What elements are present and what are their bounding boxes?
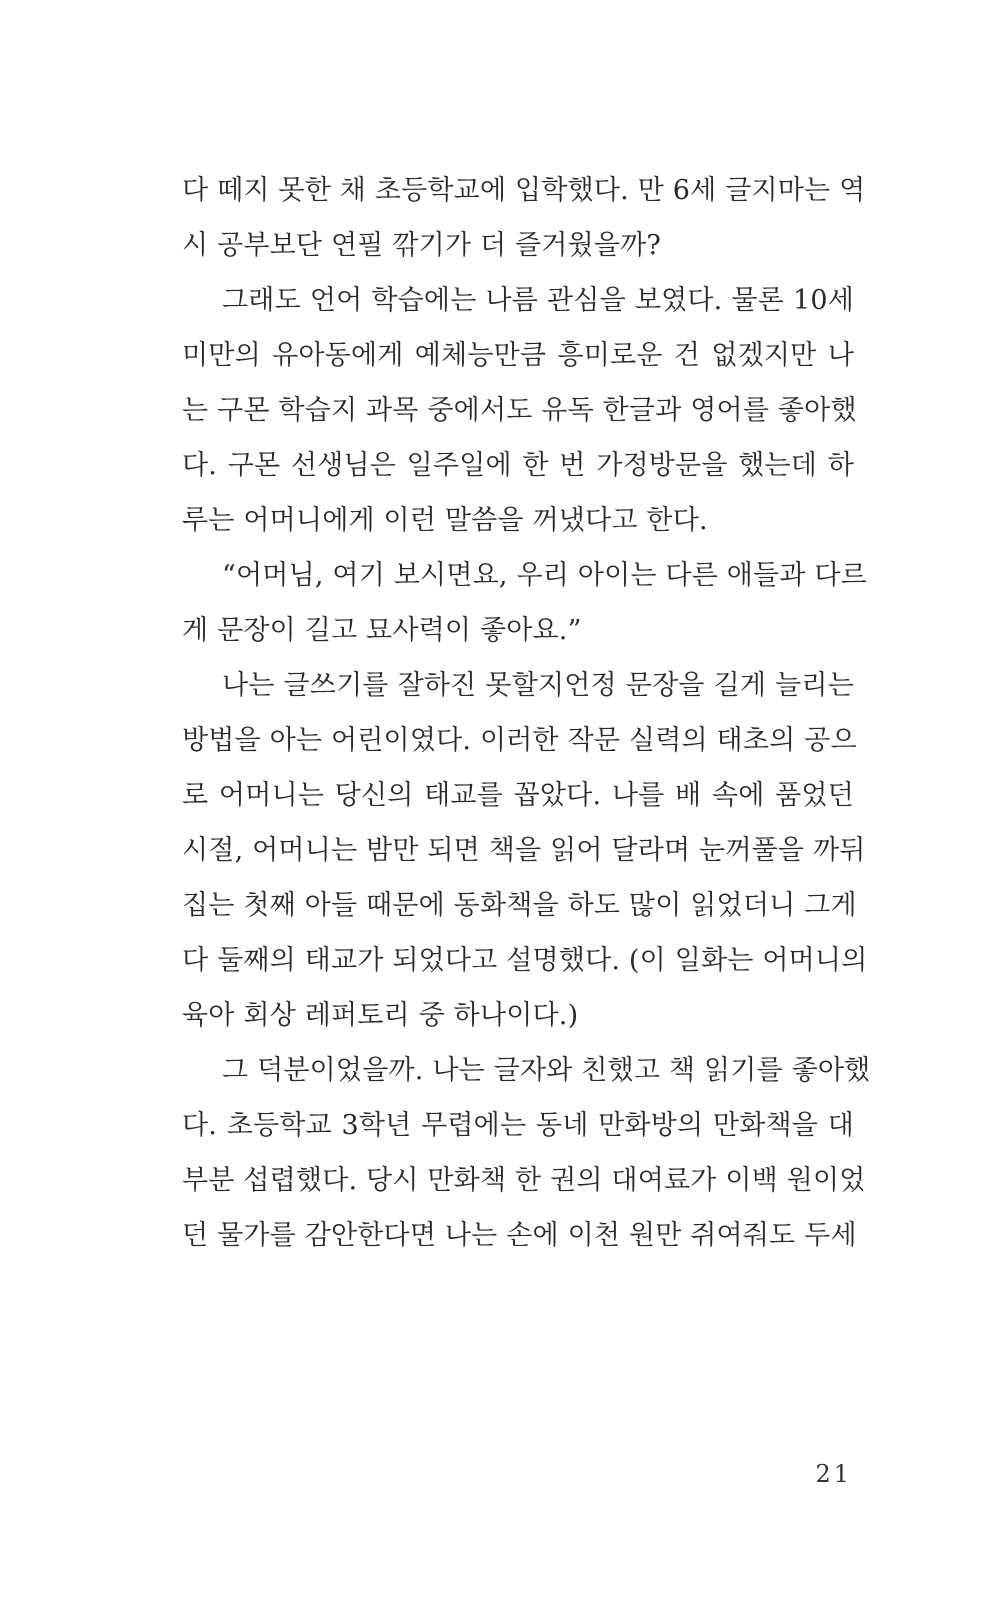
page-number: 21 bbox=[815, 1460, 852, 1488]
text-line: 집는 첫째 아들 때문에 동화책을 하도 많이 읽었더니 그게 bbox=[182, 890, 857, 921]
text-line: 시절, 어머니는 밤만 되면 책을 읽어 달라며 눈꺼풀을 까뒤 bbox=[182, 835, 866, 866]
text-line: 는 구몬 학습지 과목 중에서도 유독 한글과 영어를 좋아했 bbox=[182, 395, 857, 426]
text-line: 나는 글쓰기를 잘하진 못할지언정 문장을 길게 늘리는 bbox=[222, 670, 854, 701]
text-line: 그래도 언어 학습에는 나름 관심을 보였다. 물론 10세 bbox=[222, 285, 854, 316]
text-line: 그 덕분이었을까. 나는 글자와 친했고 책 읽기를 좋아했 bbox=[222, 1055, 871, 1086]
text-line: 시 공부보단 연필 깎기가 더 즐거웠을까? bbox=[182, 230, 662, 261]
text-line: 방법을 아는 어린이였다. 이러한 작문 실력의 태초의 공으 bbox=[182, 725, 857, 756]
text-line: 부분 섭렵했다. 당시 만화책 한 권의 대여료가 이백 원이었 bbox=[182, 1165, 866, 1196]
text-line: 다 둘째의 태교가 되었다고 설명했다. (이 일화는 어머니의 bbox=[182, 945, 868, 976]
text-line: “어머님, 여기 보시면요, 우리 아이는 다른 애들과 다르 bbox=[222, 560, 867, 591]
text-line: 루는 어머니에게 이런 말씀을 꺼냈다고 한다. bbox=[182, 505, 708, 536]
text-line: 로 어머니는 당신의 태교를 꼽았다. 나를 배 속에 품었던 bbox=[182, 780, 854, 811]
text-line: 다 떼지 못한 채 초등학교에 입학했다. 만 6세 글지마는 역 bbox=[182, 175, 866, 206]
text-line: 육아 회상 레퍼토리 중 하나이다.) bbox=[182, 1000, 579, 1031]
text-line: 미만의 유아동에게 예체능만큼 흥미로운 건 없겠지만 나 bbox=[182, 340, 854, 371]
text-line: 다. 구몬 선생님은 일주일에 한 번 가정방문을 했는데 하 bbox=[182, 450, 854, 481]
text-line: 던 물가를 감안한다면 나는 손에 이천 원만 쥐여줘도 두세 bbox=[182, 1220, 857, 1251]
text-line: 게 문장이 길고 묘사력이 좋아요.” bbox=[182, 615, 582, 646]
body-text bbox=[182, 163, 871, 1263]
text-line: 다. 초등학교 3학년 무렵에는 동네 만화방의 만화책을 대 bbox=[182, 1110, 854, 1141]
